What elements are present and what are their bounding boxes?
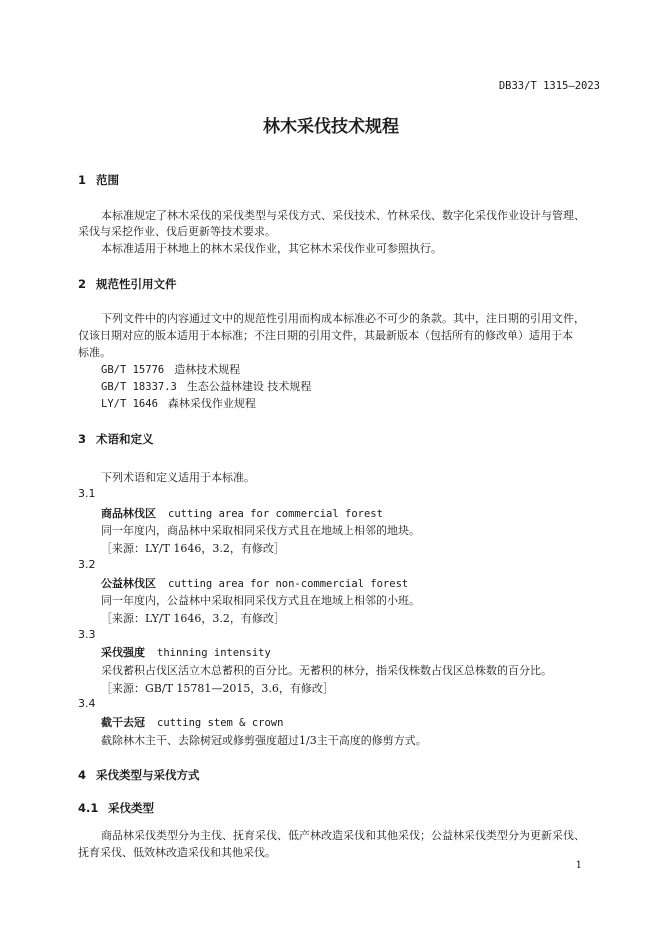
term-number: 3.4	[78, 697, 96, 710]
paragraph-line: 本标准适用于林地上的林木采伐作业，其它林木采伐作业可参照执行。	[101, 242, 442, 255]
term-number: 3.3	[78, 628, 96, 641]
reference-item	[101, 378, 311, 394]
section-heading-3	[78, 431, 154, 447]
section-heading-4	[78, 767, 200, 783]
document-number: DB33/T 1315—2023	[498, 80, 600, 92]
reference-code: GB/T 18337.3	[101, 381, 177, 393]
reference-code: GB/T 15776	[101, 364, 165, 376]
term-entry	[101, 644, 271, 660]
section-heading-1	[78, 172, 119, 188]
page-number: 1	[575, 860, 582, 871]
reference-name: 生态公益林建设 技术规程	[186, 380, 312, 393]
section-title: 采伐类型与采伐方式	[96, 768, 200, 782]
document-title: 林木采伐技术规程	[263, 117, 399, 137]
term-source: ［来源：LY/T 1646，3.2，有修改］	[101, 612, 285, 625]
section-number: 1	[78, 173, 87, 187]
reference-item	[101, 395, 256, 411]
term-definition: 截除林木主干、去除树冠或修剪强度超过1/3主干高度的修剪方式。	[101, 734, 427, 747]
paragraph-line: 下列文件中的内容通过文中的规范性引用而构成本标准必不可少的条款。其中，注日期的引用文件，	[101, 312, 585, 325]
term-entry	[101, 714, 283, 730]
reference-item	[101, 361, 240, 377]
term-english: cutting area for non-commercial forest	[168, 578, 409, 590]
reference-code: LY/T 1646	[101, 398, 158, 410]
paragraph-line: 标准。	[78, 346, 111, 359]
reference-name: 造林技术规程	[174, 363, 241, 376]
term-source: ［来源：LY/T 1646，3.2，有修改］	[101, 542, 285, 555]
term-source: ［来源：GB/T 15781—2015，3.6，有修改］	[101, 682, 334, 695]
paragraph-line: 下列术语和定义适用于本标准。	[101, 471, 255, 484]
section-number: 4	[78, 768, 87, 782]
term-definition: 同一年度内，公益林中采取相同采伐方式且在地域上相邻的小班。	[101, 594, 420, 607]
section-title: 规范性引用文件	[96, 277, 177, 291]
section-heading-2	[78, 276, 177, 292]
section-number: 3	[78, 432, 87, 446]
term-english: cutting stem & crown	[157, 717, 284, 729]
section-number: 4.1	[78, 801, 99, 815]
term-chinese: 商品林伐区	[101, 507, 156, 520]
term-definition: 同一年度内，商品林中采取相同采伐方式且在地域上相邻的地块。	[101, 524, 420, 537]
paragraph-line: 仅该日期对应的版本适用于本标准；不注日期的引用文件，其最新版本（包括所有的修改单）适用于本	[78, 329, 573, 342]
subsection-heading-4-1	[78, 800, 154, 816]
paragraph-line: 本标准规定了林木采伐的采伐类型与采伐方式、采伐技术、竹林采伐、数字化采伐作业设计与管理、	[101, 209, 585, 222]
term-entry	[101, 505, 383, 521]
section-title: 采伐类型	[108, 801, 154, 815]
term-chinese: 截干去冠	[101, 716, 145, 729]
term-english: cutting area for commercial forest	[168, 508, 383, 520]
section-title: 术语和定义	[96, 432, 154, 446]
term-number: 3.2	[78, 558, 96, 571]
term-chinese: 公益林伐区	[101, 577, 156, 590]
term-chinese: 采伐强度	[101, 646, 145, 659]
term-entry	[101, 575, 408, 591]
section-title: 范围	[96, 173, 119, 187]
term-english: thinning intensity	[157, 647, 271, 659]
reference-name: 森林采伐作业规程	[167, 397, 256, 410]
term-definition: 采伐蓄积占伐区活立木总蓄积的百分比。无蓄积的林分，指采伐株数占伐区总株数的百分比。	[101, 664, 552, 677]
paragraph-line: 采伐与采挖作业、伐后更新等技术要求。	[78, 225, 276, 238]
paragraph-line: 抚育采伐、低效林改造采伐和其他采伐。	[78, 846, 276, 859]
section-number: 2	[78, 277, 87, 291]
paragraph-line: 商品林采伐类型分为主伐、抚育采伐、低产林改造采伐和其他采伐；公益林采伐类型分为更新采伐、	[101, 829, 585, 842]
term-number: 3.1	[78, 487, 96, 500]
